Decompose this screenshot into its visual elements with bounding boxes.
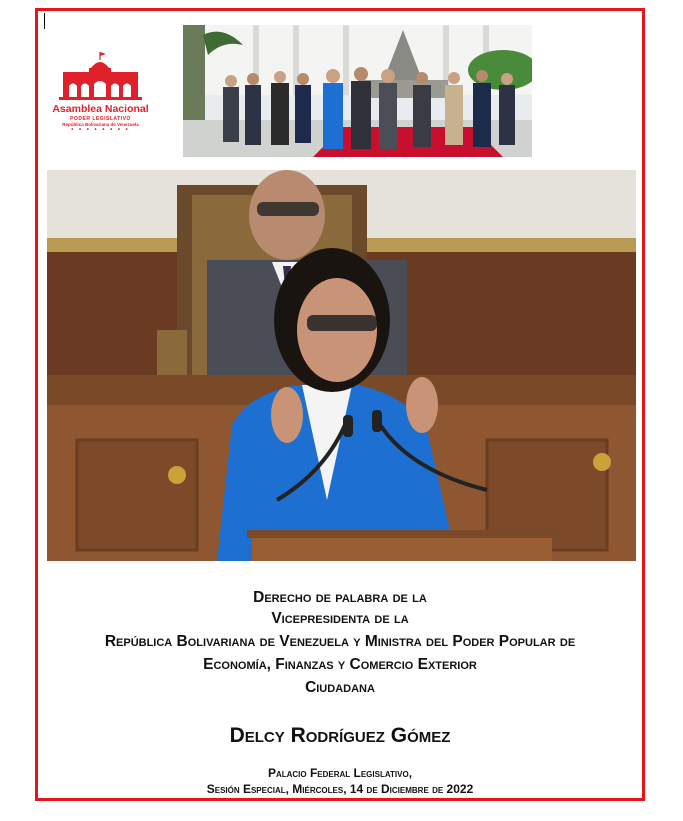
venue-line-1: Palacio Federal Legislativo,: [267, 766, 413, 780]
logo-dots: • • • • • • • •: [71, 127, 130, 133]
text-cursor: [44, 13, 45, 29]
caption-line-2: Vicepresidenta de la: [271, 610, 409, 627]
caption-line-3: República Bolivariana de Venezuela y Ministra del Poder Popular de: [104, 633, 576, 650]
caption-line-1: Derecho de palabra de la: [253, 589, 427, 606]
logo-subtitle-country: República Bolivariana de Venezuela: [62, 122, 139, 127]
logo-name: Asamblea Nacional: [52, 103, 149, 115]
logo-subtitle: PODER LEGISLATIVO: [70, 116, 131, 122]
venue-line-2: Sesión Especial, Miércoles, 14 de Diciembre de 2022: [206, 782, 474, 796]
capitol-building-icon: [49, 50, 152, 102]
asamblea-nacional-logo: [49, 50, 152, 132]
caption-line-4: Economía, Finanzas y Comercio Exterior: [203, 656, 477, 673]
speaker-name: Delcy Rodríguez Gómez: [229, 724, 451, 747]
caption-line-5: Ciudadana: [305, 679, 375, 696]
speaker-at-podium-photo: [47, 170, 636, 561]
group-walking-photo: [183, 25, 532, 157]
